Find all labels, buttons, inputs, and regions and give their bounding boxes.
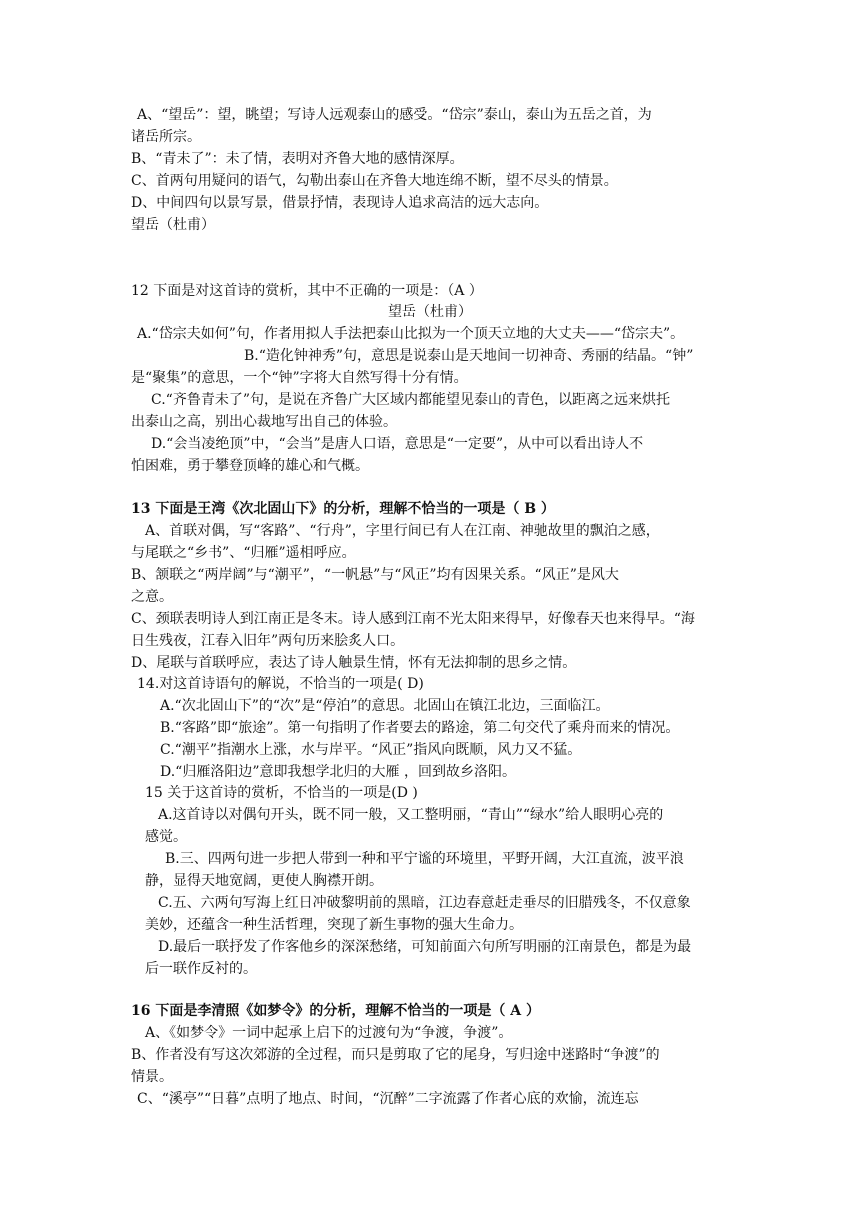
q12-option-a: A.“岱宗夫如何”句，作者用拟人手法把泰山比拟为一个顶天立地的大丈夫——“岱宗夫”。 (137, 326, 685, 342)
q14-option-b: B.“客路”即“旅途”。第一句指明了作者要去的路途，第二句交代了乘舟而来的情况。 (160, 720, 680, 736)
q12-stem: 12 下面是对这首诗的赏析，其中不正确的一项是：（A ） (131, 283, 483, 299)
q14-option-a: A.“次北固山下”的“次”是“停泊”的意思。北固山在镇江北边，三面临江。 (160, 698, 610, 714)
q15-option-b: B.三、四两句进一步把人带到一种和平宁谧的环境里，平野开阔，大江直流，波平浪 (165, 851, 684, 867)
block1-line: B、“青未了”：未了情，表明对齐鲁大地的感情深厚。 (131, 151, 464, 167)
q13-option-d: D、尾联与首联呼应，表达了诗人触景生情，怀有无法抑制的思乡之情。 (131, 655, 577, 671)
q16-stem: 16 下面是李清照《如梦令》的分析，理解不恰当的一项是（ A ） (131, 1003, 540, 1019)
q13-option-b: B、颔联之“两岸阔”与“潮平”，“一帆悬”与“风正”均有因果关系。“风正”是风大 (131, 567, 619, 583)
block1-line: D、中间四句以景写景，借景抒情，表现诗人追求高洁的远大志向。 (131, 195, 549, 211)
q16-option-c: C、“溪亭”“日暮”点明了地点、时间，“沉醉”二字流露了作者心底的欢愉，流连忘 (137, 1091, 639, 1107)
q14-stem: 14.对这首诗语句的解说，不恰当的一项是( D) (137, 676, 424, 692)
q13-option-a: A、首联对偶，写“客路”、“行舟”，字里行间已有人在江南、神驰故里的飘泊之感， (145, 523, 660, 539)
q13-stem: 13 下面是王湾《次北固山下》的分析，理解不恰当的一项是（ B ） (131, 501, 555, 517)
q12-poem-title: 望岳（杜甫） (388, 304, 472, 320)
q14-option-d: D.“归雁洛阳边”意即我想学北归的大雁 ，回到故乡洛阳。 (160, 764, 516, 780)
q13-option-c: C、颈联表明诗人到江南正是冬末。诗人感到江南不光太阳来得早，好像春天也来得早。“海 (131, 611, 695, 627)
q13-line: 日生残夜，江春入旧年”两句历来脍炙人口。 (131, 633, 405, 649)
q15-option-c: C.五、六两句写海上红日冲破黎明前的黑暗，江边春意赶走垂尽的旧腊残冬，不仅意象 (158, 895, 691, 911)
q15-option-d: D.最后一联抒发了作客他乡的深深愁绪，可知前面六句所写明丽的江南景色，都是为最 (158, 939, 692, 955)
q15-line: 感觉。 (145, 829, 187, 845)
q15-option-a: A.这首诗以对偶句开头，既不同一般，又工整明丽，“青山”“绿水”给人眼明心亮的 (158, 807, 664, 823)
q16-line: 情景。 (131, 1069, 173, 1085)
q15-line: 静，显得天地宽阔，更使人胸襟开朗。 (145, 873, 383, 889)
q12-line: 是“聚集”的意思，一个“钟”字将大自然写得十分有情。 (131, 370, 468, 386)
q12-line: 出泰山之高，别出心裁地写出自己的体验。 (131, 414, 397, 430)
block1-line: 诸岳所宗。 (131, 129, 201, 145)
q12-line: 怕困难，勇于攀登顶峰的雄心和气概。 (131, 458, 369, 474)
block1-line: C、首两句用疑问的语气，勾勒出泰山在齐鲁大地连绵不断，望不尽头的情景。 (131, 173, 618, 189)
q16-option-a: A、《如梦令》一词中起承上启下的过渡句为“争渡，争渡”。 (145, 1025, 513, 1041)
q15-stem: 15 关于这首诗的赏析，不恰当的一项是(D ) (145, 785, 418, 801)
block1-line: 望岳（杜甫） (131, 217, 215, 233)
q16-option-b: B、作者没有写这次郊游的全过程，而只是剪取了它的尾身，写归途中迷路时“争渡”的 (131, 1047, 660, 1063)
q12-option-c: C.“齐鲁青未了”句，是说在齐鲁广大区域内都能望见泰山的青色，以距离之远来烘托 (151, 392, 670, 408)
q15-line: 美妙，还蕴含一种生活哲理，突现了新生事物的强大生命力。 (145, 917, 523, 933)
q15-line: 后一联作反衬的。 (145, 961, 257, 977)
q14-option-c: C.“潮平”指潮水上涨，水与岸平。“风正”指风向既顺，风力又不猛。 (160, 742, 582, 758)
block1-line: A、“望岳”：望，眺望；写诗人远观泰山的感受。“岱宗”泰山，泰山为五岳之首，为 (137, 107, 652, 123)
q13-line: 与尾联之“乡书”、“归雁”遥相呼应。 (131, 545, 356, 561)
q13-line: 之意。 (131, 589, 173, 605)
q12-option-d: D.“会当凌绝顶”中，“会当”是唐人口语，意思是“一定要”，从中可以看出诗人不 (151, 436, 644, 452)
q12-option-b: B.“造化钟神秀”句，意思是说泰山是天地间一切神奇、秀丽的结晶。“钟” (244, 348, 694, 364)
